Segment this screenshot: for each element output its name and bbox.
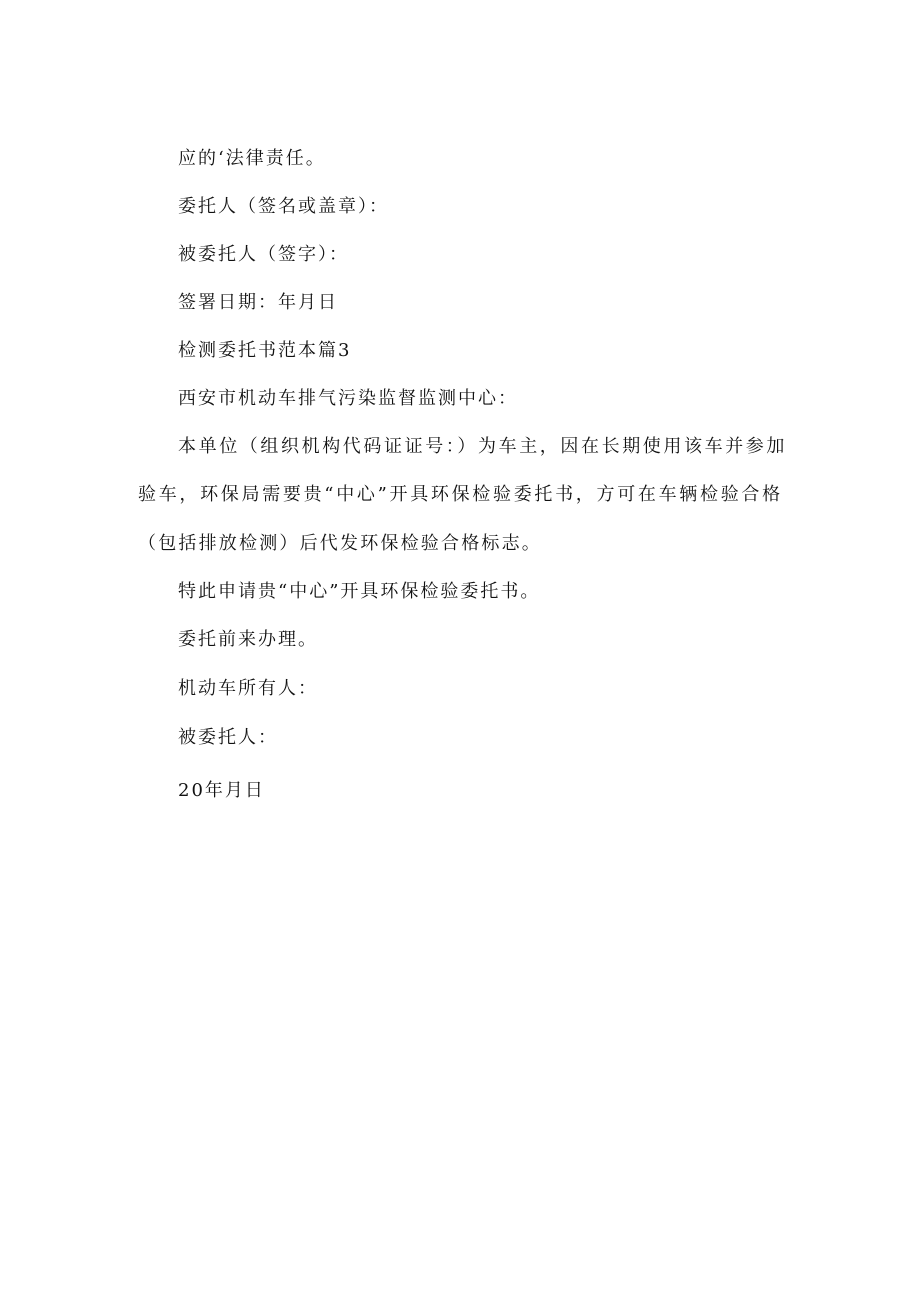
text-line-delegation: 委托前来办理。	[178, 629, 318, 650]
recipient-line: 西安市机动车排气污染监督监测中心：	[178, 388, 518, 409]
text-line-principal-signature: 委托人（签名或盖章）：	[178, 196, 389, 217]
text-line-legal-responsibility: 应的‘法律责任。	[178, 148, 326, 169]
body-paragraph-line-1: 本单位（组织机构代码证证号：）为车主，因在长期使用该车并参加	[178, 436, 787, 457]
text-line-agent: 被委托人：	[178, 727, 278, 748]
body-paragraph-line-3: （包括排放检测）后代发环保检验合格标志。	[138, 533, 542, 554]
text-line-vehicle-owner: 机动车所有人：	[178, 678, 318, 699]
text-line-date: 20年月日	[178, 780, 265, 801]
body-paragraph-line-2: 验车，环保局需要贵“中心”开具环保检验委托书，方可在车辆检验合格	[138, 484, 783, 505]
text-line-agent-signature: 被委托人（签字）：	[178, 244, 349, 265]
text-line-request: 特此申请贵“中心”开具环保检验委托书。	[178, 581, 541, 602]
text-line-signing-date: 签署日期：年月日	[178, 292, 338, 313]
section-heading: 检测委托书范本篇3	[178, 340, 352, 361]
